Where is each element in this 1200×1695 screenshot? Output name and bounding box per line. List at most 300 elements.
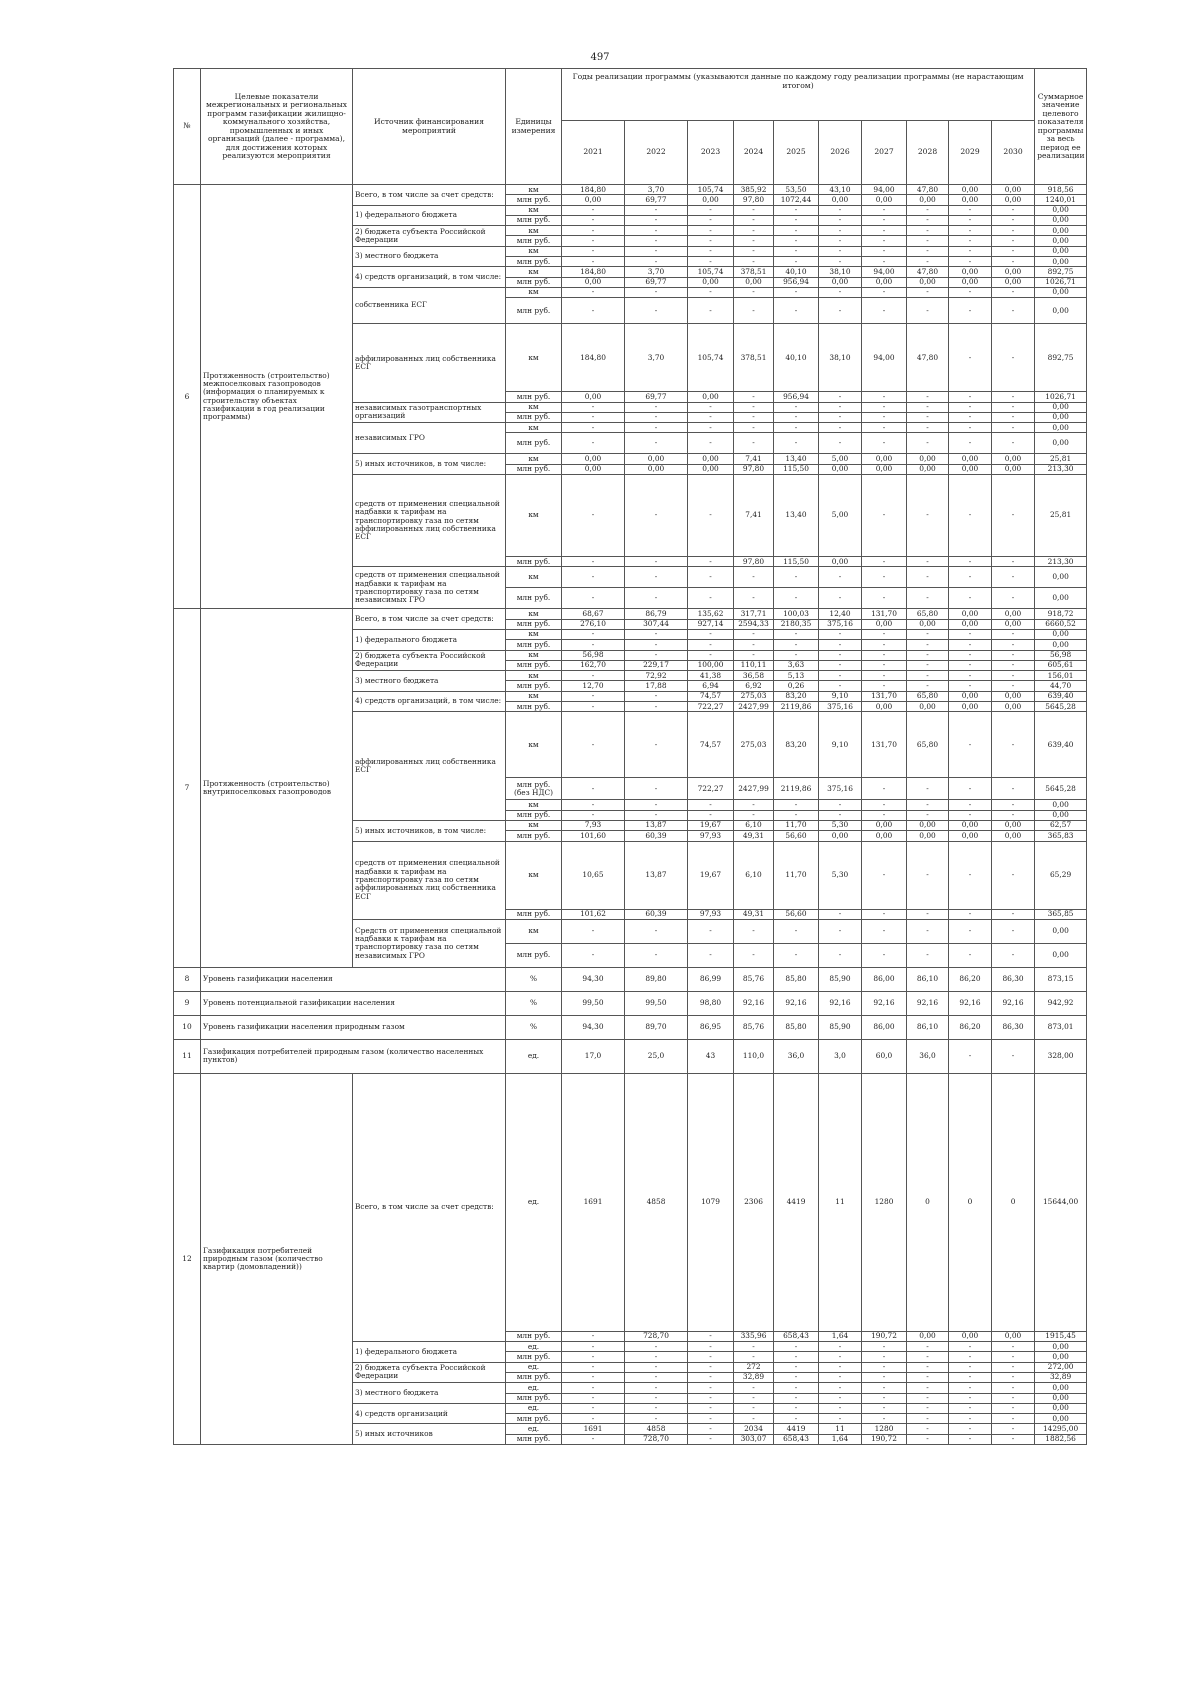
value-cell: - bbox=[774, 215, 819, 225]
value-cell: 0,00 bbox=[949, 185, 992, 195]
value-cell: - bbox=[907, 778, 949, 800]
value-cell: 11 bbox=[819, 1073, 862, 1331]
row-number: 9 bbox=[174, 991, 201, 1015]
value-cell: 56,60 bbox=[774, 831, 819, 841]
unit-cell: км bbox=[506, 567, 562, 588]
value-cell: - bbox=[862, 246, 907, 256]
value-cell: - bbox=[625, 702, 688, 712]
financing-source: 2) бюджета субъекта Российской Федерации bbox=[353, 1362, 506, 1383]
total-cell: 0,00 bbox=[1035, 588, 1087, 609]
value-cell: 83,20 bbox=[774, 712, 819, 778]
value-cell: 1079 bbox=[688, 1073, 734, 1331]
value-cell: - bbox=[625, 1383, 688, 1393]
value-cell: 0,00 bbox=[625, 464, 688, 474]
unit-cell: млн руб. bbox=[506, 943, 562, 967]
total-cell: 0,00 bbox=[1035, 246, 1087, 256]
header-indicator: Целевые показатели межрегиональных и региональных программ газификации жилищно-коммунального хозяйства, промышленных и иных организаций (далее - программа), для достижения которых реализуются мероприятия bbox=[201, 69, 353, 185]
unit-cell: млн руб. bbox=[506, 433, 562, 454]
value-cell: - bbox=[625, 257, 688, 267]
unit-cell: млн руб. bbox=[506, 215, 562, 225]
value-cell: - bbox=[625, 712, 688, 778]
value-cell: - bbox=[688, 557, 734, 567]
value-cell: - bbox=[625, 943, 688, 967]
value-cell: - bbox=[907, 1434, 949, 1444]
value-cell: - bbox=[907, 943, 949, 967]
value-cell: 49,31 bbox=[734, 909, 774, 919]
header-unit: Единицы измерения bbox=[506, 69, 562, 185]
total-cell: 0,00 bbox=[1035, 412, 1087, 422]
financing-source: 5) иных источников, в том числе: bbox=[353, 454, 506, 475]
unit-cell: км bbox=[506, 650, 562, 660]
value-cell: - bbox=[562, 287, 625, 297]
value-cell: 110,0 bbox=[734, 1039, 774, 1073]
value-cell: - bbox=[992, 650, 1035, 660]
indicator-name: Уровень газификации населения природным газом bbox=[201, 1015, 506, 1039]
indicator-name: Уровень газификации населения bbox=[201, 967, 506, 991]
total-cell: 0,00 bbox=[1035, 298, 1087, 324]
value-cell: - bbox=[819, 298, 862, 324]
unit-cell: млн руб. bbox=[506, 640, 562, 650]
value-cell: 927,14 bbox=[688, 619, 734, 629]
value-cell: - bbox=[907, 287, 949, 297]
value-cell: - bbox=[562, 588, 625, 609]
value-cell: - bbox=[819, 919, 862, 943]
value-cell: - bbox=[688, 1352, 734, 1362]
indicator-name: Протяженность (строительство) внутрипоселковых газопроводов bbox=[201, 609, 353, 967]
value-cell: - bbox=[625, 298, 688, 324]
value-cell: 0,00 bbox=[949, 195, 992, 205]
value-cell: - bbox=[688, 650, 734, 660]
value-cell: - bbox=[949, 1403, 992, 1413]
value-cell: - bbox=[819, 287, 862, 297]
value-cell: 0,00 bbox=[562, 392, 625, 402]
value-cell: 56,60 bbox=[774, 909, 819, 919]
unit-cell: ед. bbox=[506, 1383, 562, 1393]
value-cell: 0,00 bbox=[992, 609, 1035, 619]
value-cell: - bbox=[862, 392, 907, 402]
unit-cell: % bbox=[506, 991, 562, 1015]
value-cell: - bbox=[774, 1352, 819, 1362]
value-cell: - bbox=[774, 1393, 819, 1403]
value-cell: - bbox=[862, 567, 907, 588]
value-cell: 92,16 bbox=[734, 991, 774, 1015]
table-row bbox=[174, 967, 1087, 991]
value-cell: - bbox=[992, 800, 1035, 810]
unit-cell: млн руб. bbox=[506, 831, 562, 841]
value-cell: - bbox=[734, 629, 774, 639]
value-cell: - bbox=[819, 681, 862, 691]
unit-cell: ед. bbox=[506, 1403, 562, 1413]
value-cell: - bbox=[949, 557, 992, 567]
value-cell: 1072,44 bbox=[774, 195, 819, 205]
unit-cell: % bbox=[506, 1015, 562, 1039]
value-cell: - bbox=[734, 402, 774, 412]
value-cell: - bbox=[734, 943, 774, 967]
value-cell: 25,0 bbox=[625, 1039, 688, 1073]
value-cell: - bbox=[862, 800, 907, 810]
total-cell: 0,00 bbox=[1035, 1393, 1087, 1403]
value-cell: 86,20 bbox=[949, 967, 992, 991]
value-cell: - bbox=[562, 810, 625, 820]
value-cell: - bbox=[862, 681, 907, 691]
value-cell: 7,93 bbox=[562, 820, 625, 830]
total-cell: 0,00 bbox=[1035, 629, 1087, 639]
total-cell: 918,56 bbox=[1035, 185, 1087, 195]
value-cell: 4419 bbox=[774, 1424, 819, 1434]
value-cell: 317,71 bbox=[734, 609, 774, 619]
value-cell: - bbox=[562, 412, 625, 422]
financing-source: средств от применения специальной надбавки к тарифам на транспортировку газа по сетям аффилированных лиц собственника ЕСГ bbox=[353, 841, 506, 919]
value-cell: 94,00 bbox=[862, 267, 907, 277]
value-cell: - bbox=[562, 402, 625, 412]
total-cell: 0,00 bbox=[1035, 640, 1087, 650]
unit-cell: км bbox=[506, 454, 562, 464]
value-cell: - bbox=[562, 257, 625, 267]
total-cell: 873,15 bbox=[1035, 967, 1087, 991]
value-cell: - bbox=[862, 257, 907, 267]
value-cell: - bbox=[819, 1403, 862, 1413]
value-cell: - bbox=[992, 402, 1035, 412]
value-cell: - bbox=[992, 660, 1035, 670]
unit-cell: км bbox=[506, 185, 562, 195]
value-cell: - bbox=[992, 433, 1035, 454]
value-cell: - bbox=[907, 909, 949, 919]
financing-source: 3) местного бюджета bbox=[353, 671, 506, 692]
table-row bbox=[174, 1073, 1087, 1331]
value-cell: - bbox=[688, 402, 734, 412]
value-cell: - bbox=[625, 778, 688, 800]
value-cell: - bbox=[862, 1362, 907, 1372]
value-cell: - bbox=[949, 1414, 992, 1424]
value-cell: - bbox=[907, 205, 949, 215]
value-cell: - bbox=[862, 1414, 907, 1424]
value-cell: - bbox=[734, 640, 774, 650]
value-cell: - bbox=[992, 1393, 1035, 1403]
value-cell: - bbox=[862, 236, 907, 246]
financing-source: Средств от применения специальной надбавки к тарифам на транспортировку газа по сетям независимых ГРО bbox=[353, 919, 506, 967]
value-cell: 92,16 bbox=[862, 991, 907, 1015]
value-cell: 0,00 bbox=[949, 454, 992, 464]
value-cell: - bbox=[949, 236, 992, 246]
value-cell: 162,70 bbox=[562, 660, 625, 670]
financing-source: 4) средств организаций bbox=[353, 1403, 506, 1424]
value-cell: 0,00 bbox=[562, 454, 625, 464]
value-cell: - bbox=[949, 246, 992, 256]
value-cell: - bbox=[862, 423, 907, 433]
row-number: 6 bbox=[174, 185, 201, 609]
total-cell: 213,30 bbox=[1035, 557, 1087, 567]
financing-source: собственника ЕСГ bbox=[353, 287, 506, 323]
value-cell: - bbox=[625, 800, 688, 810]
value-cell: 728,70 bbox=[625, 1331, 688, 1341]
value-cell: - bbox=[819, 943, 862, 967]
value-cell: 0,00 bbox=[992, 277, 1035, 287]
value-cell: 1280 bbox=[862, 1424, 907, 1434]
value-cell: 0,00 bbox=[625, 454, 688, 464]
unit-cell: км bbox=[506, 841, 562, 909]
value-cell: - bbox=[862, 433, 907, 454]
financing-source: 3) местного бюджета bbox=[353, 1383, 506, 1404]
value-cell: 40,10 bbox=[774, 267, 819, 277]
value-cell: 0,00 bbox=[907, 195, 949, 205]
value-cell: - bbox=[949, 402, 992, 412]
value-cell: - bbox=[734, 205, 774, 215]
value-cell: 0,00 bbox=[992, 831, 1035, 841]
value-cell: - bbox=[907, 1342, 949, 1352]
value-cell: - bbox=[907, 236, 949, 246]
value-cell: 722,27 bbox=[688, 702, 734, 712]
value-cell: 2034 bbox=[734, 1424, 774, 1434]
unit-cell: млн руб. bbox=[506, 257, 562, 267]
value-cell: - bbox=[625, 629, 688, 639]
value-cell: - bbox=[907, 557, 949, 567]
value-cell: - bbox=[562, 298, 625, 324]
value-cell: 275,03 bbox=[734, 691, 774, 701]
value-cell: - bbox=[949, 588, 992, 609]
value-cell: 0,00 bbox=[949, 609, 992, 619]
total-cell: 0,00 bbox=[1035, 1414, 1087, 1424]
value-cell: - bbox=[992, 1039, 1035, 1073]
value-cell: - bbox=[862, 909, 907, 919]
total-cell: 328,00 bbox=[1035, 1039, 1087, 1073]
value-cell: - bbox=[862, 205, 907, 215]
total-cell: 639,40 bbox=[1035, 712, 1087, 778]
value-cell: - bbox=[819, 909, 862, 919]
value-cell: - bbox=[819, 567, 862, 588]
unit-cell: млн руб. (без НДС) bbox=[506, 778, 562, 800]
unit-cell: млн руб. bbox=[506, 195, 562, 205]
value-cell: 0,00 bbox=[992, 464, 1035, 474]
value-cell: 92,16 bbox=[949, 991, 992, 1015]
value-cell: - bbox=[992, 919, 1035, 943]
value-cell: - bbox=[734, 588, 774, 609]
value-cell: - bbox=[949, 1434, 992, 1444]
value-cell: 0,00 bbox=[862, 195, 907, 205]
value-cell: 43,10 bbox=[819, 185, 862, 195]
unit-cell: млн руб. bbox=[506, 1393, 562, 1403]
value-cell: - bbox=[688, 810, 734, 820]
value-cell: 9,10 bbox=[819, 712, 862, 778]
value-cell: - bbox=[734, 298, 774, 324]
value-cell: 0,00 bbox=[819, 277, 862, 287]
value-cell: - bbox=[625, 1372, 688, 1382]
value-cell: 19,67 bbox=[688, 820, 734, 830]
value-cell: - bbox=[992, 257, 1035, 267]
table-body bbox=[174, 185, 1087, 1445]
header-year: 2022 bbox=[625, 121, 688, 185]
value-cell: - bbox=[992, 1424, 1035, 1434]
unit-cell: млн руб. bbox=[506, 236, 562, 246]
header-no: № bbox=[174, 69, 201, 185]
value-cell: - bbox=[688, 1372, 734, 1382]
value-cell: 60,39 bbox=[625, 831, 688, 841]
value-cell: - bbox=[819, 433, 862, 454]
value-cell: - bbox=[562, 1393, 625, 1403]
total-cell: 62,57 bbox=[1035, 820, 1087, 830]
value-cell: 0,00 bbox=[734, 277, 774, 287]
total-cell: 0,00 bbox=[1035, 810, 1087, 820]
value-cell: - bbox=[862, 629, 907, 639]
value-cell: 11,70 bbox=[774, 841, 819, 909]
value-cell: 6,92 bbox=[734, 681, 774, 691]
value-cell: 5,00 bbox=[819, 475, 862, 557]
value-cell: - bbox=[734, 1352, 774, 1362]
value-cell: 6,10 bbox=[734, 820, 774, 830]
value-cell: - bbox=[819, 423, 862, 433]
value-cell: - bbox=[992, 681, 1035, 691]
value-cell: 0 bbox=[907, 1073, 949, 1331]
value-cell: - bbox=[862, 557, 907, 567]
value-cell: - bbox=[992, 588, 1035, 609]
value-cell: - bbox=[734, 567, 774, 588]
financing-source: 1) федерального бюджета bbox=[353, 205, 506, 226]
value-cell: 94,30 bbox=[562, 967, 625, 991]
value-cell: - bbox=[819, 1342, 862, 1352]
value-cell: 97,93 bbox=[688, 831, 734, 841]
value-cell: - bbox=[862, 287, 907, 297]
value-cell: - bbox=[949, 324, 992, 392]
value-cell: 86,30 bbox=[992, 1015, 1035, 1039]
value-cell: - bbox=[774, 402, 819, 412]
value-cell: - bbox=[774, 943, 819, 967]
value-cell: - bbox=[688, 567, 734, 588]
unit-cell: млн руб. bbox=[506, 412, 562, 422]
value-cell: 105,74 bbox=[688, 324, 734, 392]
value-cell: - bbox=[992, 215, 1035, 225]
value-cell: 272 bbox=[734, 1362, 774, 1372]
value-cell: 0,00 bbox=[862, 820, 907, 830]
total-cell: 639,40 bbox=[1035, 691, 1087, 701]
value-cell: 0,00 bbox=[992, 820, 1035, 830]
table-header bbox=[174, 69, 1087, 185]
total-cell: 65,29 bbox=[1035, 841, 1087, 909]
value-cell: - bbox=[907, 423, 949, 433]
value-cell: 4858 bbox=[625, 1424, 688, 1434]
value-cell: 956,94 bbox=[774, 392, 819, 402]
financing-source: средств от применения специальной надбавки к тарифам на транспортировку газа по сетям аффилированных лиц собственника ЕСГ bbox=[353, 475, 506, 567]
value-cell: 1691 bbox=[562, 1073, 625, 1331]
value-cell: - bbox=[774, 298, 819, 324]
value-cell: - bbox=[688, 588, 734, 609]
unit-cell: км bbox=[506, 671, 562, 681]
total-cell: 156,01 bbox=[1035, 671, 1087, 681]
financing-source: 5) иных источников bbox=[353, 1424, 506, 1445]
value-cell: 49,31 bbox=[734, 831, 774, 841]
value-cell: - bbox=[734, 1414, 774, 1424]
total-cell: 32,89 bbox=[1035, 1372, 1087, 1382]
value-cell: - bbox=[992, 909, 1035, 919]
value-cell: - bbox=[992, 841, 1035, 909]
value-cell: - bbox=[907, 567, 949, 588]
value-cell: 0,00 bbox=[819, 831, 862, 841]
value-cell: - bbox=[992, 629, 1035, 639]
value-cell: 85,80 bbox=[774, 1015, 819, 1039]
value-cell: - bbox=[819, 810, 862, 820]
value-cell: - bbox=[949, 257, 992, 267]
unit-cell: ед. bbox=[506, 1424, 562, 1434]
value-cell: - bbox=[734, 1342, 774, 1352]
value-cell: - bbox=[625, 475, 688, 557]
value-cell: - bbox=[862, 1393, 907, 1403]
unit-cell: млн руб. bbox=[506, 392, 562, 402]
value-cell: - bbox=[949, 841, 992, 909]
value-cell: 0,00 bbox=[562, 277, 625, 287]
value-cell: - bbox=[862, 841, 907, 909]
value-cell: 36,58 bbox=[734, 671, 774, 681]
value-cell: - bbox=[819, 226, 862, 236]
value-cell: - bbox=[949, 392, 992, 402]
value-cell: - bbox=[625, 640, 688, 650]
value-cell: - bbox=[625, 287, 688, 297]
value-cell: - bbox=[862, 671, 907, 681]
unit-cell: км bbox=[506, 609, 562, 619]
value-cell: - bbox=[562, 567, 625, 588]
financing-source: 2) бюджета субъекта Российской Федерации bbox=[353, 650, 506, 671]
value-cell: - bbox=[625, 205, 688, 215]
unit-cell: млн руб. bbox=[506, 1434, 562, 1444]
unit-cell: ед. bbox=[506, 1362, 562, 1372]
value-cell: - bbox=[949, 778, 992, 800]
value-cell: - bbox=[688, 1434, 734, 1444]
total-cell: 0,00 bbox=[1035, 919, 1087, 943]
value-cell: - bbox=[992, 287, 1035, 297]
value-cell: - bbox=[774, 1414, 819, 1424]
value-cell: 85,90 bbox=[819, 967, 862, 991]
value-cell: 658,43 bbox=[774, 1434, 819, 1444]
value-cell: - bbox=[774, 205, 819, 215]
value-cell: 3,0 bbox=[819, 1039, 862, 1073]
total-cell: 942,92 bbox=[1035, 991, 1087, 1015]
value-cell: 375,16 bbox=[819, 619, 862, 629]
value-cell: - bbox=[992, 423, 1035, 433]
value-cell: 105,74 bbox=[688, 185, 734, 195]
total-cell: 0,00 bbox=[1035, 1352, 1087, 1362]
total-cell: 0,00 bbox=[1035, 236, 1087, 246]
value-cell: 5,00 bbox=[819, 454, 862, 464]
value-cell: 40,10 bbox=[774, 324, 819, 392]
value-cell: 303,07 bbox=[734, 1434, 774, 1444]
value-cell: 10,65 bbox=[562, 841, 625, 909]
value-cell: - bbox=[949, 681, 992, 691]
value-cell: - bbox=[949, 423, 992, 433]
value-cell: 190,72 bbox=[862, 1434, 907, 1444]
value-cell: - bbox=[625, 412, 688, 422]
table-row bbox=[174, 609, 1087, 619]
value-cell: - bbox=[734, 1403, 774, 1413]
value-cell: - bbox=[819, 1393, 862, 1403]
value-cell: - bbox=[688, 1414, 734, 1424]
value-cell: 0,00 bbox=[992, 185, 1035, 195]
financing-source: 4) средств организаций, в том числе: bbox=[353, 267, 506, 288]
value-cell: - bbox=[774, 287, 819, 297]
value-cell: - bbox=[562, 1342, 625, 1352]
value-cell: - bbox=[819, 205, 862, 215]
total-cell: 5645,28 bbox=[1035, 778, 1087, 800]
value-cell: 105,74 bbox=[688, 267, 734, 277]
total-cell: 15644,00 bbox=[1035, 1073, 1087, 1331]
value-cell: - bbox=[625, 1352, 688, 1362]
value-cell: - bbox=[992, 1362, 1035, 1372]
value-cell: - bbox=[625, 557, 688, 567]
unit-cell: км bbox=[506, 691, 562, 701]
value-cell: 85,90 bbox=[819, 1015, 862, 1039]
value-cell: 229,17 bbox=[625, 660, 688, 670]
value-cell: 12,40 bbox=[819, 609, 862, 619]
value-cell: - bbox=[949, 215, 992, 225]
value-cell: 86,95 bbox=[688, 1015, 734, 1039]
value-cell: - bbox=[862, 1383, 907, 1393]
value-cell: 0,00 bbox=[949, 464, 992, 474]
